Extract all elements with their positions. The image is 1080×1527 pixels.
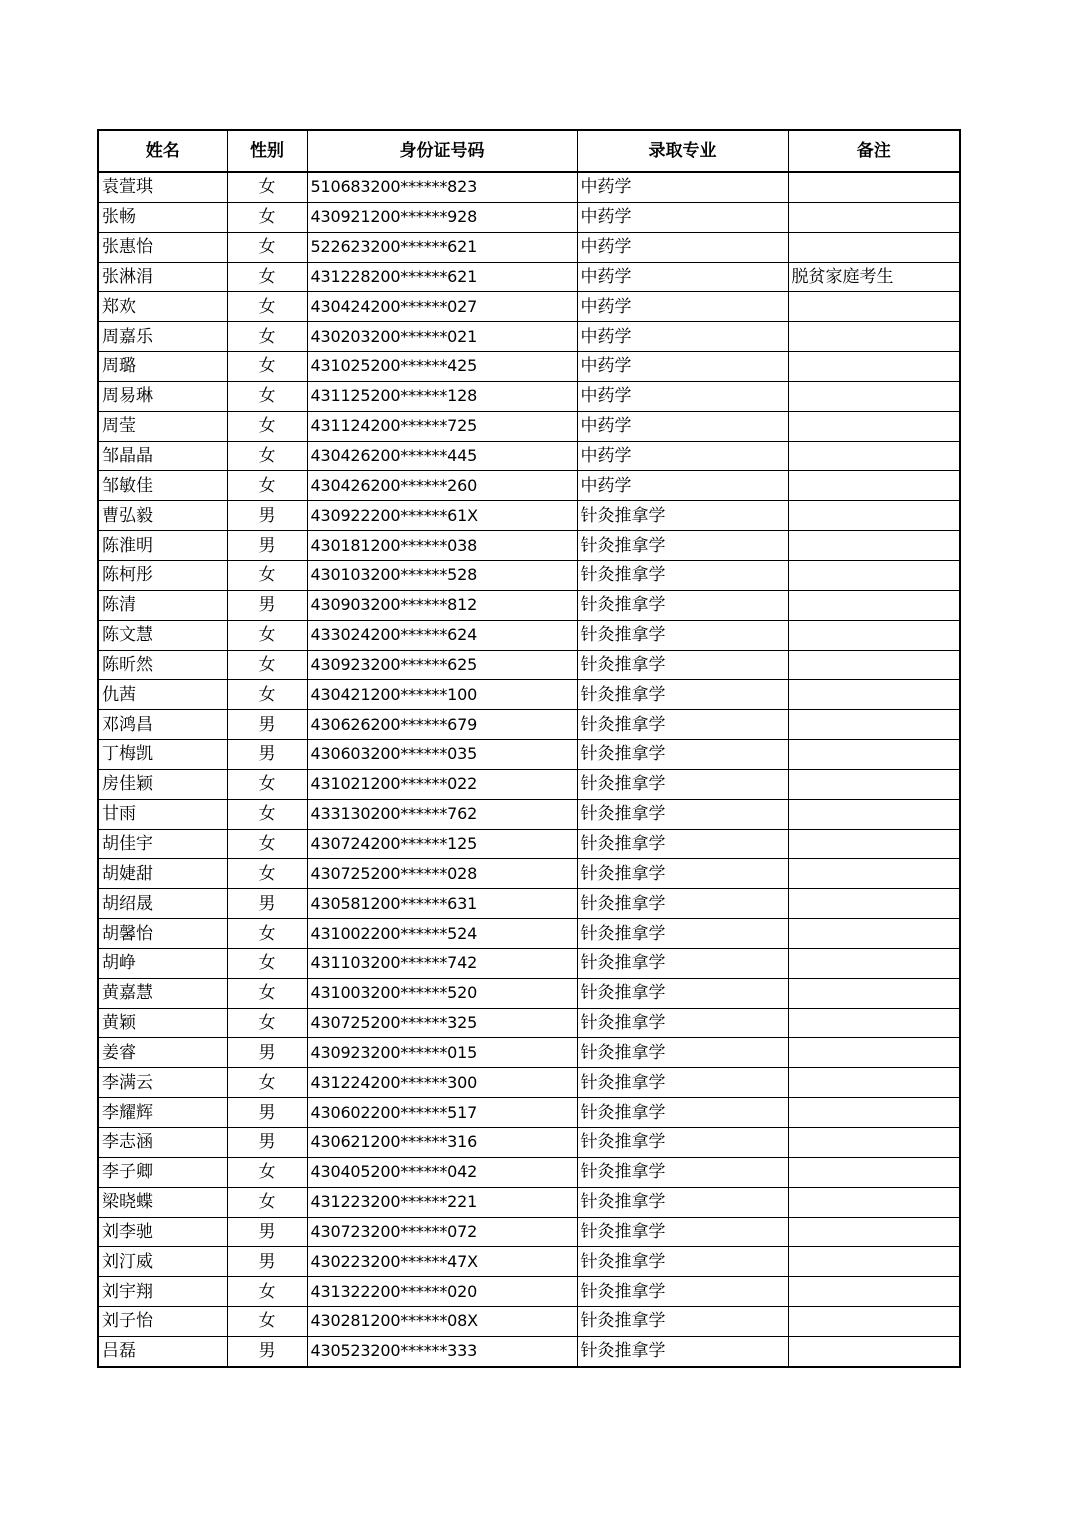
cell-id-number: 430426200******260 — [307, 471, 577, 501]
cell-id-number: 433024200******624 — [307, 620, 577, 650]
cell-major: 针灸推拿学 — [577, 1187, 788, 1217]
cell-gender: 男 — [227, 590, 307, 620]
cell-major: 针灸推拿学 — [577, 560, 788, 590]
cell-id-number: 431025200******425 — [307, 352, 577, 382]
cell-name: 周嘉乐 — [98, 322, 227, 352]
cell-name: 邹晶晶 — [98, 441, 227, 471]
cell-note — [788, 1068, 960, 1098]
cell-note — [788, 1128, 960, 1158]
cell-id-number: 430181200******038 — [307, 531, 577, 561]
cell-major: 针灸推拿学 — [577, 531, 788, 561]
cell-gender: 女 — [227, 292, 307, 322]
cell-major: 针灸推拿学 — [577, 1008, 788, 1038]
cell-gender: 女 — [227, 978, 307, 1008]
cell-id-number: 431103200******742 — [307, 948, 577, 978]
table-row — [98, 531, 960, 561]
cell-gender: 女 — [227, 1008, 307, 1038]
cell-major: 中药学 — [577, 232, 788, 262]
cell-note — [788, 1098, 960, 1128]
table-row — [98, 1187, 960, 1217]
cell-name: 仇茜 — [98, 680, 227, 710]
cell-name: 袁萱琪 — [98, 172, 227, 202]
cell-id-number: 430103200******528 — [307, 560, 577, 590]
cell-name: 周易琳 — [98, 381, 227, 411]
table-row — [98, 680, 960, 710]
cell-major: 针灸推拿学 — [577, 1307, 788, 1337]
header-id-number: 身份证号码 — [307, 130, 577, 172]
cell-note — [788, 740, 960, 770]
cell-note — [788, 1187, 960, 1217]
cell-major: 针灸推拿学 — [577, 680, 788, 710]
cell-note — [788, 471, 960, 501]
cell-gender: 男 — [227, 740, 307, 770]
cell-note: 脱贫家庭考生 — [788, 262, 960, 292]
cell-note — [788, 202, 960, 232]
cell-major: 针灸推拿学 — [577, 829, 788, 859]
cell-note — [788, 799, 960, 829]
cell-major: 中药学 — [577, 262, 788, 292]
cell-major: 针灸推拿学 — [577, 1336, 788, 1366]
cell-major: 针灸推拿学 — [577, 799, 788, 829]
table-row — [98, 292, 960, 322]
cell-id-number: 430424200******027 — [307, 292, 577, 322]
cell-id-number: 431228200******621 — [307, 262, 577, 292]
cell-major: 中药学 — [577, 322, 788, 352]
cell-gender: 女 — [227, 829, 307, 859]
cell-id-number: 430602200******517 — [307, 1098, 577, 1128]
cell-note — [788, 501, 960, 531]
table-row — [98, 799, 960, 829]
cell-note — [788, 232, 960, 262]
cell-id-number: 522623200******621 — [307, 232, 577, 262]
table-row — [98, 1098, 960, 1128]
cell-note — [788, 352, 960, 382]
cell-gender: 女 — [227, 411, 307, 441]
cell-id-number: 431003200******520 — [307, 978, 577, 1008]
cell-gender: 男 — [227, 1128, 307, 1158]
cell-id-number: 431125200******128 — [307, 381, 577, 411]
cell-name: 吕磊 — [98, 1336, 227, 1366]
cell-id-number: 430621200******316 — [307, 1128, 577, 1158]
cell-id-number: 431223200******221 — [307, 1187, 577, 1217]
cell-gender: 女 — [227, 680, 307, 710]
cell-name: 陈清 — [98, 590, 227, 620]
cell-major: 中药学 — [577, 172, 788, 202]
table-row — [98, 1157, 960, 1187]
cell-major: 中药学 — [577, 471, 788, 501]
cell-note — [788, 441, 960, 471]
cell-name: 张惠怡 — [98, 232, 227, 262]
cell-name: 陈柯彤 — [98, 560, 227, 590]
cell-id-number: 430421200******100 — [307, 680, 577, 710]
table-row — [98, 829, 960, 859]
cell-gender: 女 — [227, 381, 307, 411]
cell-note — [788, 590, 960, 620]
cell-major: 针灸推拿学 — [577, 650, 788, 680]
cell-name: 胡绍晟 — [98, 889, 227, 919]
cell-note — [788, 710, 960, 740]
table-row — [98, 441, 960, 471]
cell-name: 丁梅凯 — [98, 740, 227, 770]
header-gender: 性别 — [227, 130, 307, 172]
cell-name: 陈文慧 — [98, 620, 227, 650]
cell-name: 房佳颖 — [98, 769, 227, 799]
table-row — [98, 411, 960, 441]
cell-id-number: 430223200******47X — [307, 1247, 577, 1277]
cell-id-number: 430281200******08X — [307, 1307, 577, 1337]
cell-note — [788, 292, 960, 322]
table-row — [98, 620, 960, 650]
cell-note — [788, 948, 960, 978]
cell-gender: 女 — [227, 1157, 307, 1187]
cell-name: 周莹 — [98, 411, 227, 441]
cell-name: 刘李驰 — [98, 1217, 227, 1247]
cell-name: 陈昕然 — [98, 650, 227, 680]
cell-major: 针灸推拿学 — [577, 1068, 788, 1098]
table-row — [98, 889, 960, 919]
cell-id-number: 430581200******631 — [307, 889, 577, 919]
cell-gender: 男 — [227, 531, 307, 561]
cell-note — [788, 1307, 960, 1337]
cell-note — [788, 1217, 960, 1247]
cell-gender: 女 — [227, 1307, 307, 1337]
cell-id-number: 430903200******812 — [307, 590, 577, 620]
cell-note — [788, 650, 960, 680]
table-row — [98, 769, 960, 799]
cell-major: 针灸推拿学 — [577, 1128, 788, 1158]
cell-major: 针灸推拿学 — [577, 1277, 788, 1307]
cell-major: 中药学 — [577, 411, 788, 441]
cell-id-number: 510683200******823 — [307, 172, 577, 202]
cell-gender: 女 — [227, 352, 307, 382]
cell-name: 刘宇翔 — [98, 1277, 227, 1307]
table-row — [98, 352, 960, 382]
table-row — [98, 1217, 960, 1247]
table-row — [98, 948, 960, 978]
cell-id-number: 431322200******020 — [307, 1277, 577, 1307]
table-body — [98, 172, 960, 1367]
cell-note — [788, 1247, 960, 1277]
cell-major: 中药学 — [577, 441, 788, 471]
cell-major: 针灸推拿学 — [577, 859, 788, 889]
cell-major: 针灸推拿学 — [577, 919, 788, 949]
cell-name: 李志涵 — [98, 1128, 227, 1158]
table-row — [98, 172, 960, 202]
cell-name: 刘汀威 — [98, 1247, 227, 1277]
cell-name: 周璐 — [98, 352, 227, 382]
cell-note — [788, 322, 960, 352]
table-row — [98, 1336, 960, 1366]
table-row — [98, 501, 960, 531]
table-row — [98, 262, 960, 292]
cell-major: 中药学 — [577, 352, 788, 382]
cell-name: 张淋涓 — [98, 262, 227, 292]
cell-gender: 女 — [227, 172, 307, 202]
cell-note — [788, 829, 960, 859]
cell-gender: 男 — [227, 1217, 307, 1247]
cell-name: 胡峥 — [98, 948, 227, 978]
cell-name: 李耀辉 — [98, 1098, 227, 1128]
cell-id-number: 430923200******625 — [307, 650, 577, 680]
cell-name: 张畅 — [98, 202, 227, 232]
cell-gender: 女 — [227, 919, 307, 949]
cell-major: 中药学 — [577, 292, 788, 322]
cell-name: 曹弘毅 — [98, 501, 227, 531]
admission-table — [97, 129, 961, 1368]
cell-major: 针灸推拿学 — [577, 1157, 788, 1187]
cell-note — [788, 978, 960, 1008]
cell-id-number: 430725200******325 — [307, 1008, 577, 1038]
cell-note — [788, 620, 960, 650]
cell-gender: 女 — [227, 620, 307, 650]
cell-note — [788, 1277, 960, 1307]
cell-major: 中药学 — [577, 381, 788, 411]
cell-gender: 男 — [227, 1336, 307, 1366]
cell-gender: 女 — [227, 1187, 307, 1217]
table-row — [98, 202, 960, 232]
cell-gender: 男 — [227, 1247, 307, 1277]
cell-id-number: 431002200******524 — [307, 919, 577, 949]
cell-note — [788, 560, 960, 590]
cell-gender: 女 — [227, 322, 307, 352]
header-note: 备注 — [788, 130, 960, 172]
table-row — [98, 232, 960, 262]
cell-gender: 女 — [227, 650, 307, 680]
cell-major: 针灸推拿学 — [577, 1098, 788, 1128]
table-row — [98, 650, 960, 680]
cell-major: 针灸推拿学 — [577, 978, 788, 1008]
cell-gender: 女 — [227, 1277, 307, 1307]
cell-gender: 女 — [227, 202, 307, 232]
cell-id-number: 430923200******015 — [307, 1038, 577, 1068]
cell-name: 姜睿 — [98, 1038, 227, 1068]
cell-name: 李满云 — [98, 1068, 227, 1098]
cell-note — [788, 889, 960, 919]
header-row — [98, 130, 960, 172]
cell-name: 黄嘉慧 — [98, 978, 227, 1008]
cell-name: 李子卿 — [98, 1157, 227, 1187]
cell-id-number: 430725200******028 — [307, 859, 577, 889]
table-row — [98, 1038, 960, 1068]
cell-name: 甘雨 — [98, 799, 227, 829]
cell-gender: 女 — [227, 441, 307, 471]
cell-note — [788, 411, 960, 441]
cell-major: 针灸推拿学 — [577, 501, 788, 531]
cell-id-number: 430626200******679 — [307, 710, 577, 740]
header-major: 录取专业 — [577, 130, 788, 172]
cell-id-number: 431124200******725 — [307, 411, 577, 441]
cell-name: 梁晓蝶 — [98, 1187, 227, 1217]
cell-gender: 女 — [227, 948, 307, 978]
table-row — [98, 919, 960, 949]
cell-major: 针灸推拿学 — [577, 769, 788, 799]
cell-id-number: 430922200******61X — [307, 501, 577, 531]
cell-gender: 女 — [227, 262, 307, 292]
cell-major: 针灸推拿学 — [577, 620, 788, 650]
cell-gender: 女 — [227, 560, 307, 590]
cell-id-number: 430603200******035 — [307, 740, 577, 770]
table-row — [98, 471, 960, 501]
table-row — [98, 1247, 960, 1277]
cell-id-number: 430724200******125 — [307, 829, 577, 859]
cell-gender: 男 — [227, 1038, 307, 1068]
cell-id-number: 430723200******072 — [307, 1217, 577, 1247]
header-name: 姓名 — [98, 130, 227, 172]
cell-id-number: 430405200******042 — [307, 1157, 577, 1187]
cell-gender: 男 — [227, 501, 307, 531]
cell-id-number: 431021200******022 — [307, 769, 577, 799]
table-row — [98, 322, 960, 352]
cell-id-number: 430203200******021 — [307, 322, 577, 352]
cell-note — [788, 1008, 960, 1038]
cell-gender: 女 — [227, 232, 307, 262]
cell-name: 邓鸿昌 — [98, 710, 227, 740]
cell-major: 针灸推拿学 — [577, 740, 788, 770]
cell-gender: 女 — [227, 1068, 307, 1098]
cell-note — [788, 680, 960, 710]
table-row — [98, 859, 960, 889]
cell-name: 郑欢 — [98, 292, 227, 322]
cell-note — [788, 531, 960, 561]
cell-name: 陈淮明 — [98, 531, 227, 561]
cell-name: 刘子怡 — [98, 1307, 227, 1337]
cell-id-number: 431224200******300 — [307, 1068, 577, 1098]
table-row — [98, 590, 960, 620]
cell-major: 针灸推拿学 — [577, 889, 788, 919]
cell-id-number: 433130200******762 — [307, 799, 577, 829]
table-row — [98, 1307, 960, 1337]
cell-note — [788, 381, 960, 411]
cell-note — [788, 769, 960, 799]
cell-id-number: 430426200******445 — [307, 441, 577, 471]
cell-gender: 女 — [227, 859, 307, 889]
table-row — [98, 1068, 960, 1098]
cell-gender: 女 — [227, 471, 307, 501]
cell-gender: 男 — [227, 889, 307, 919]
cell-note — [788, 1336, 960, 1366]
cell-major: 针灸推拿学 — [577, 1038, 788, 1068]
table-row — [98, 381, 960, 411]
table-row — [98, 1128, 960, 1158]
table-row — [98, 710, 960, 740]
table-row — [98, 560, 960, 590]
cell-gender: 女 — [227, 769, 307, 799]
cell-major: 针灸推拿学 — [577, 1217, 788, 1247]
table-row — [98, 1277, 960, 1307]
cell-major: 中药学 — [577, 202, 788, 232]
cell-note — [788, 1157, 960, 1187]
cell-note — [788, 859, 960, 889]
cell-major: 针灸推拿学 — [577, 948, 788, 978]
cell-major: 针灸推拿学 — [577, 710, 788, 740]
cell-name: 黄颖 — [98, 1008, 227, 1038]
table-row — [98, 1008, 960, 1038]
cell-id-number: 430921200******928 — [307, 202, 577, 232]
table-row — [98, 740, 960, 770]
cell-major: 针灸推拿学 — [577, 590, 788, 620]
cell-id-number: 430523200******333 — [307, 1336, 577, 1366]
cell-gender: 男 — [227, 1098, 307, 1128]
cell-note — [788, 1038, 960, 1068]
table-header — [98, 130, 960, 172]
cell-name: 邹敏佳 — [98, 471, 227, 501]
cell-name: 胡佳宇 — [98, 829, 227, 859]
table-row — [98, 978, 960, 1008]
cell-gender: 女 — [227, 799, 307, 829]
cell-major: 针灸推拿学 — [577, 1247, 788, 1277]
cell-note — [788, 172, 960, 202]
cell-name: 胡馨怡 — [98, 919, 227, 949]
cell-name: 胡婕甜 — [98, 859, 227, 889]
cell-note — [788, 919, 960, 949]
cell-gender: 男 — [227, 710, 307, 740]
